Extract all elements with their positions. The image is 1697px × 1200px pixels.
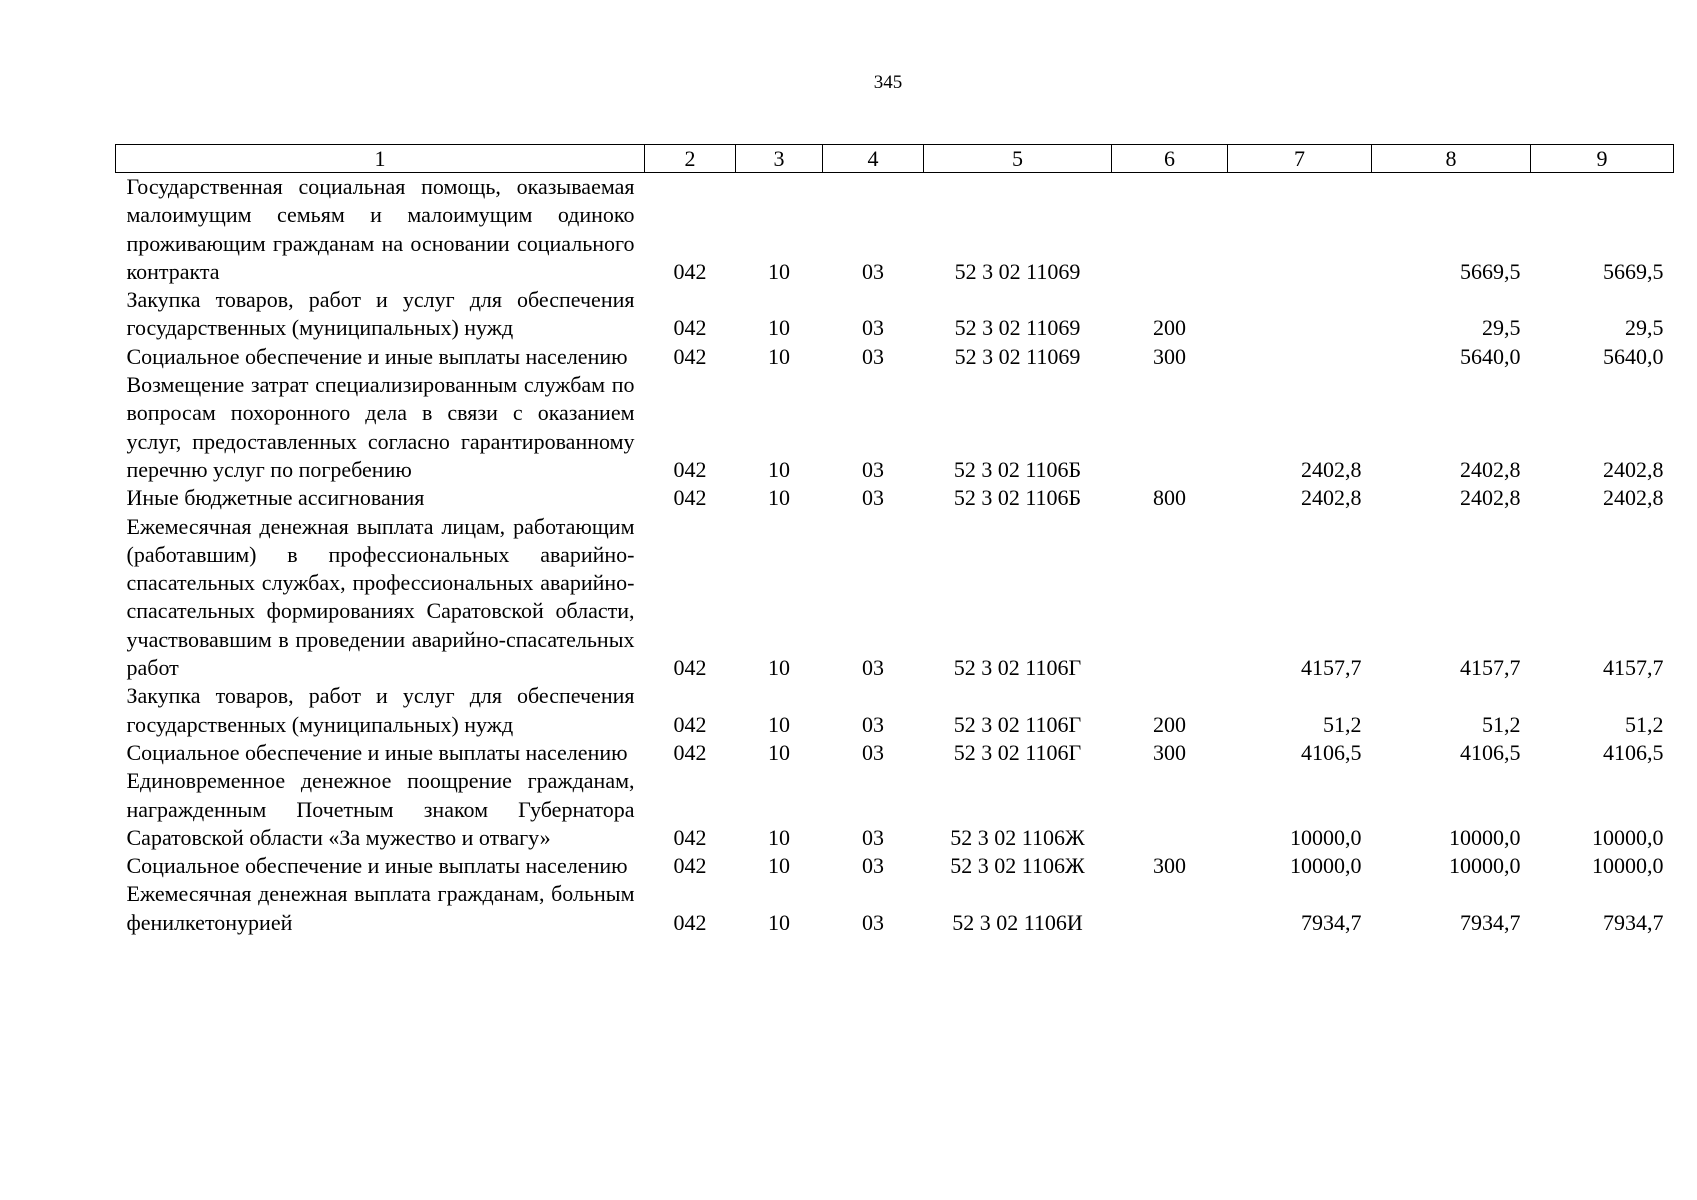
amount-col-9: 2402,8 <box>1603 456 1664 482</box>
amount-col-8: 10000,0 <box>1449 824 1521 850</box>
amount-col-9: 7934,7 <box>1603 909 1664 935</box>
row-name: Единовременное денежное поощрение гражданам, награжденным Почетным знаком Губернатора Саратовской области «За мужество и отвагу» <box>126 768 635 850</box>
section-code: 10 <box>768 655 790 681</box>
table-row <box>116 767 1674 852</box>
amount-col-9: 5640,0 <box>1603 343 1664 369</box>
amount-col-9: 2402,8 <box>1603 485 1664 511</box>
amount-col-7: 2402,8 <box>1301 456 1362 482</box>
expense-type-code <box>1112 767 1228 852</box>
amount-col-8: 10000,0 <box>1449 853 1521 879</box>
subsection-code: 03 <box>862 485 884 511</box>
amount-col-7: 2402,8 <box>1301 485 1362 511</box>
amount-col-9: 5669,5 <box>1603 258 1664 284</box>
column-header-3: 3 <box>736 145 823 173</box>
amount-col-7: 10000,0 <box>1290 824 1362 850</box>
column-header-6: 6 <box>1112 145 1228 173</box>
amount-col-7: 4157,7 <box>1301 655 1362 681</box>
amount-col-9: 4157,7 <box>1603 655 1664 681</box>
table-row <box>116 484 1674 512</box>
row-name: Ежемесячная денежная выплата лицам, работающим (работавшим) в профессиональных аварийно-спасательных службах, профессиональных аварийно-спасательных формированиях Саратовской области, участвовавшим в проведении аварийно-спасательных работ <box>126 513 635 681</box>
ministry-code: 042 <box>673 711 707 737</box>
section-code: 10 <box>768 485 790 511</box>
expense-type-code: 300 <box>1153 343 1186 369</box>
expense-type-code: 200 <box>1153 315 1186 341</box>
amount-col-8: 4157,7 <box>1460 655 1521 681</box>
subsection-code: 03 <box>862 853 884 879</box>
table-row <box>116 682 1674 739</box>
row-name: Закупка товаров, работ и услуг для обеспечения государственных (муниципальных) нужд <box>126 683 635 737</box>
ministry-code: 042 <box>673 739 707 765</box>
row-name: Социальное обеспечение и иные выплаты населению <box>126 853 628 879</box>
target-article-code: 52 3 02 1106Ж <box>950 824 1085 850</box>
row-name: Социальное обеспечение и иные выплаты населению <box>126 739 628 765</box>
subsection-code: 03 <box>862 739 884 765</box>
expense-type-code: 300 <box>1153 853 1186 879</box>
row-name: Иные бюджетные ассигнования <box>126 485 425 511</box>
row-name: Возмещение затрат специализированным службам по вопросам похоронного дела в связи с оказанием услуг, предоставленных согласно гарантированному перечню услуг по погребению <box>126 372 635 482</box>
target-article-code: 52 3 02 1106Г <box>953 739 1082 765</box>
target-article-code: 52 3 02 1106Ж <box>950 853 1085 879</box>
column-header-8: 8 <box>1372 145 1531 173</box>
ministry-code: 042 <box>673 343 707 369</box>
amount-col-9: 10000,0 <box>1592 824 1664 850</box>
target-article-code: 52 3 02 1106Г <box>953 655 1082 681</box>
table-row <box>116 852 1674 880</box>
expense-type-code: 800 <box>1153 485 1186 511</box>
amount-col-7: 7934,7 <box>1301 909 1362 935</box>
table-row <box>116 286 1674 343</box>
subsection-code: 03 <box>862 258 884 284</box>
target-article-code: 52 3 02 1106Б <box>953 456 1082 482</box>
table-row <box>116 371 1674 484</box>
target-article-code: 52 3 02 11069 <box>954 258 1081 284</box>
amount-col-8: 2402,8 <box>1460 485 1521 511</box>
amount-col-8: 29,5 <box>1482 315 1521 341</box>
amount-col-7: 4106,5 <box>1301 739 1362 765</box>
amount-col-7: 10000,0 <box>1290 853 1362 879</box>
section-code: 10 <box>768 258 790 284</box>
target-article-code: 52 3 02 1106Г <box>953 711 1082 737</box>
expense-type-code <box>1112 371 1228 484</box>
column-header-1: 1 <box>116 145 645 173</box>
ministry-code: 042 <box>673 824 707 850</box>
expense-type-code <box>1112 880 1228 937</box>
target-article-code: 52 3 02 1106Б <box>953 485 1082 511</box>
amount-col-7 <box>1228 173 1372 287</box>
row-name: Ежемесячная денежная выплата гражданам, больным фенилкетонурией <box>126 881 635 935</box>
amount-col-8: 4106,5 <box>1460 739 1521 765</box>
table-row <box>116 739 1674 767</box>
column-header-4: 4 <box>823 145 924 173</box>
column-header-5: 5 <box>924 145 1112 173</box>
target-article-code: 52 3 02 11069 <box>954 343 1081 369</box>
subsection-code: 03 <box>862 456 884 482</box>
amount-col-9: 4106,5 <box>1603 739 1664 765</box>
amount-col-8: 5640,0 <box>1460 343 1521 369</box>
subsection-code: 03 <box>862 909 884 935</box>
ministry-code: 042 <box>673 456 707 482</box>
section-code: 10 <box>768 739 790 765</box>
target-article-code: 52 3 02 11069 <box>954 315 1081 341</box>
header-row <box>116 145 1674 173</box>
row-name: Социальное обеспечение и иные выплаты населению <box>126 343 628 369</box>
section-code: 10 <box>768 711 790 737</box>
column-header-9: 9 <box>1531 145 1674 173</box>
amount-col-9: 10000,0 <box>1592 853 1664 879</box>
section-code: 10 <box>768 824 790 850</box>
ministry-code: 042 <box>673 315 707 341</box>
table-row <box>116 880 1674 937</box>
subsection-code: 03 <box>862 655 884 681</box>
column-header-2: 2 <box>645 145 736 173</box>
subsection-code: 03 <box>862 343 884 369</box>
ministry-code: 042 <box>673 655 707 681</box>
page-number: 345 <box>873 72 903 93</box>
section-code: 10 <box>768 456 790 482</box>
table-body <box>116 173 1674 938</box>
amount-col-8: 2402,8 <box>1460 456 1521 482</box>
section-code: 10 <box>768 315 790 341</box>
amount-col-8: 51,2 <box>1482 711 1521 737</box>
amount-col-8: 5669,5 <box>1460 258 1521 284</box>
section-code: 10 <box>768 853 790 879</box>
subsection-code: 03 <box>862 315 884 341</box>
ministry-code: 042 <box>673 909 707 935</box>
section-code: 10 <box>768 909 790 935</box>
subsection-code: 03 <box>862 824 884 850</box>
amount-col-9: 29,5 <box>1625 315 1664 341</box>
expense-type-code <box>1112 513 1228 683</box>
subsection-code: 03 <box>862 711 884 737</box>
table-header <box>116 145 1674 173</box>
section-code: 10 <box>768 343 790 369</box>
column-header-7: 7 <box>1228 145 1372 173</box>
row-name: Государственная социальная помощь, оказываемая малоимущим семьям и малоимущим одиноко проживающим гражданам на основании социального контракта <box>126 174 635 284</box>
table-row <box>116 513 1674 683</box>
ministry-code: 042 <box>673 853 707 879</box>
expense-type-code <box>1112 173 1228 287</box>
ministry-code: 042 <box>673 485 707 511</box>
amount-col-8: 7934,7 <box>1460 909 1521 935</box>
amount-col-9: 51,2 <box>1625 711 1664 737</box>
row-name: Закупка товаров, работ и услуг для обеспечения государственных (муниципальных) нужд <box>126 287 635 341</box>
expense-type-code: 200 <box>1153 711 1186 737</box>
expense-type-code: 300 <box>1153 739 1186 765</box>
amount-col-7 <box>1228 286 1372 343</box>
target-article-code: 52 3 02 1106И <box>952 909 1083 935</box>
table-row <box>116 173 1674 287</box>
budget-table <box>115 144 1674 937</box>
ministry-code: 042 <box>673 258 707 284</box>
amount-col-7: 51,2 <box>1323 711 1362 737</box>
table-row <box>116 343 1674 371</box>
amount-col-7 <box>1228 343 1372 371</box>
